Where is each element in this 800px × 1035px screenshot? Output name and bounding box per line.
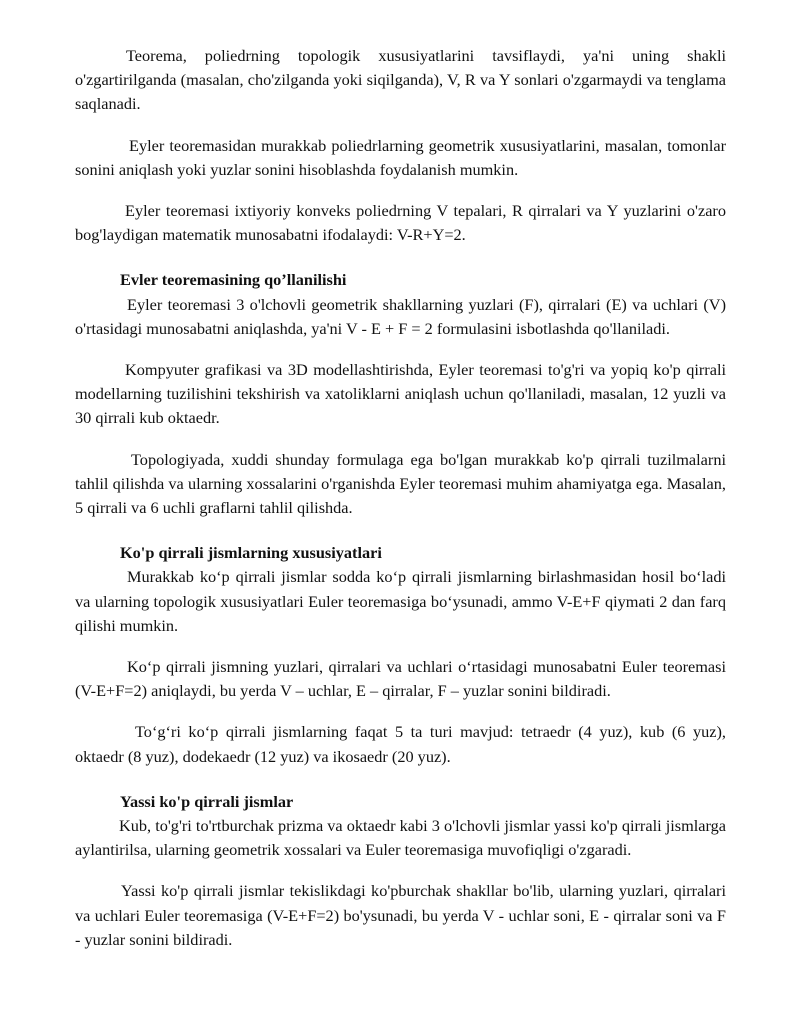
heading-flat-polyhedra: Yassi ko'p qirrali jismlar: [120, 791, 294, 811]
paragraph-flattened-solids: Kub, to'g'ri to'rtburchak prizma va oktaedr kabi 3 o'lchovli jismlar yassi ko'p qirrali jismlarga aylantirilsa, ularning geometrik xossalari va Euler teoremasiga muvofiqligi o'zgaradi.: [75, 816, 726, 860]
paragraph-euler-relation: Eyler teoremasi ixtiyoriy konveks poliedrning V tepalari, R qirralari va Y yuzlarini o'zaro bog'laydigan matematik munosabatni ifodalaydi: V-R+Y=2.: [75, 201, 726, 245]
paragraph-complex-polyhedra: Eyler teoremasidan murakkab poliedrlarning geometrik xususiyatlarini, masalan, tomonlar sonini aniqlash yoki yuzlar sonini hisoblashda foydalanish mumkin.: [75, 135, 726, 179]
paragraph-computer-graphics: Kompyuter grafikasi va 3D modellashtirishda, Eyler teoremasi to'g'ri va yopiq ko'p qirrali modellarning tuzilishini tekshirish va xatoliklarni aniqlash uchun qo'llaniladi, masalan, 12 yuzli va 30 qirrali kub oktaedr.: [75, 360, 726, 428]
paragraph-topology: Teorema, poliedrning topologik xususiyatlarini tavsiflaydi, ya'ni uning shakli o'zgartirilganda (masalan, cho'zilganda yoki siqilganda), V, R va Y sonlari o'zgarmaydi va tenglama saqlanadi.: [75, 46, 726, 114]
paragraph-topology-usage: Topologiyada, xuddi shunday formulaga ega bo'lgan murakkab ko'p qirrali tuzilmalarni tahlil qilishda va ularning xossalarini o'rganishda Eyler teoremasi muhim ahamiyatga ega. Masalan, 5 qirrali va 6 uchli graflarni tahlil qilishda.: [75, 449, 726, 518]
paragraph-regular-polyhedra: To‘g‘ri ko‘p qirrali jismlarning faqat 5 ta turi mavjud: tetraedr (4 yuz), kub (6 yuz), oktaedr (8 yuz), dodekaedr (12 yuz) va ikosaedr (20 yuz).: [75, 722, 726, 766]
document-page: [75, 44, 726, 952]
paragraph-flat-polyhedra-euler: Yassi ko'p qirrali jismlar tekislikdagi ko'pburchak shakllar bo'lib, ularning yuzlari, qirralari va uchlari Euler teoremasiga (V-E+F=2) bo'ysunadi, bu yerda V - uchlar soni, E - qirralar soni va F - yuzlar sonini bildiradi.: [75, 881, 726, 949]
paragraph-composite-polyhedra: Murakkab ko‘p qirrali jismlar sodda ko‘p qirrali jismlarning birlashmasidan hosil bo‘ladi va ularning topologik xususiyatlari Euler teoremasiga bo‘ysunadi, ammo V-E+F qiymati 2 dan farq qilishi mumkin.: [75, 567, 726, 635]
heading-polyhedra-properties: Ko'p qirrali jismlarning xususiyatlari: [120, 543, 382, 563]
paragraph-euler-proof: Eyler teoremasi 3 o'lchovli geometrik shakllarning yuzlari (F), qirralari (E) va uchlari (V) o'rtasidagi munosabatni aniqlashda, ya'ni V - E + F = 2 formulasini isbotlashda qo'llaniladi.: [75, 294, 726, 338]
paragraph-faces-edges-vertices: Ko‘p qirrali jismning yuzlari, qirralari va uchlari o‘rtasidagi munosabatni Euler teoremasi (V-E+F=2) aniqlaydi, bu yerda V – uchlar, E – qirralar, F – yuzlar sonini bildiradi.: [75, 657, 726, 701]
heading-euler-applications: Evler teoremasining qo’llanilishi: [120, 270, 347, 290]
